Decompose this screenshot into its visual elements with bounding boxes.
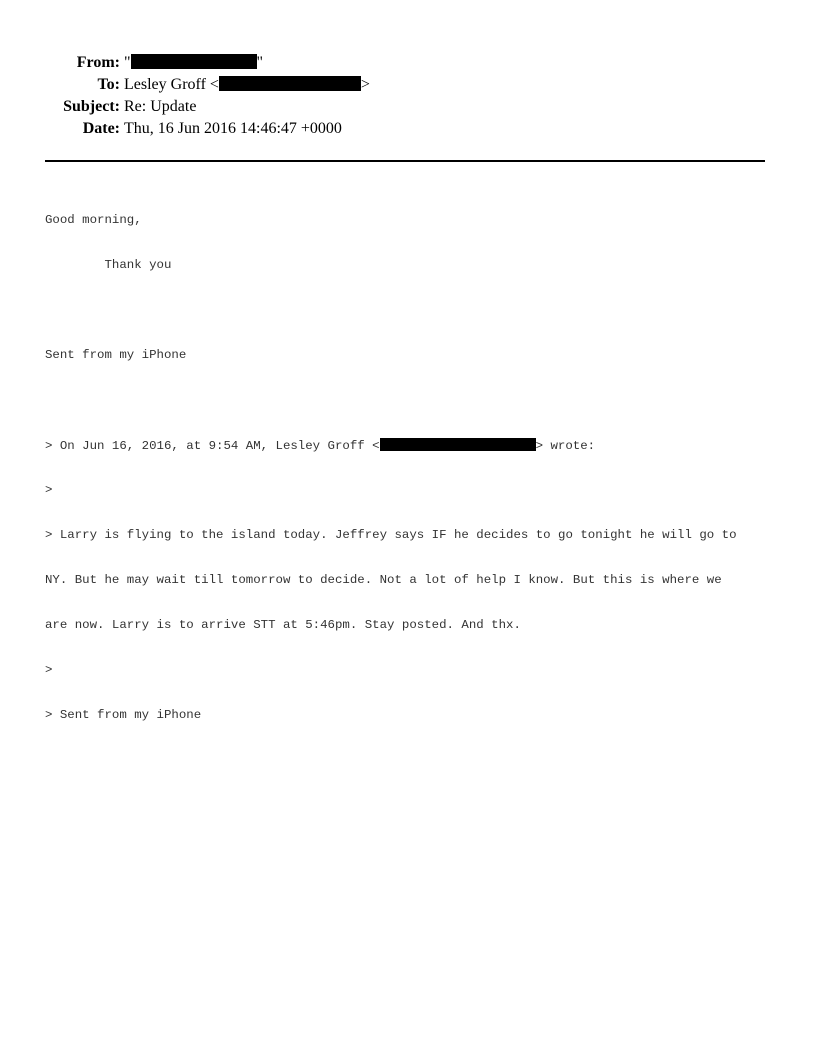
- quote-signature-line: > Sent from my iPhone: [45, 708, 202, 722]
- blank-line: [45, 393, 775, 408]
- blank-line: [45, 303, 775, 318]
- quote-text-line: > Larry is flying to the island today. Jeffrey says IF he decides to go tonight he will go to: [45, 528, 737, 542]
- from-close-quote: ": [256, 54, 264, 71]
- to-name: Lesley Groff <: [124, 76, 219, 93]
- header-divider: [45, 160, 765, 162]
- quote-blank-line: >: [45, 483, 53, 497]
- quote-intro-suffix: > wrote:: [535, 439, 596, 453]
- to-close-bracket: >: [360, 76, 370, 93]
- subject-label: Subject:: [63, 98, 120, 115]
- from-label: From:: [76, 54, 120, 71]
- greeting-line: Good morning,: [45, 213, 142, 227]
- thanks-line: Thank you: [45, 258, 172, 272]
- quote-text-line: are now. Larry is to arrive STT at 5:46pm. Stay posted. And thx.: [45, 618, 521, 632]
- redaction-box: [131, 54, 257, 69]
- date-row: [0, 118, 816, 140]
- email-header: [0, 52, 816, 140]
- quote-intro-prefix: > On Jun 16, 2016, at 9:54 AM, Lesley Groff <: [45, 439, 380, 453]
- to-label: To:: [97, 76, 120, 93]
- redaction-box: [219, 76, 361, 91]
- email-body: [45, 183, 775, 738]
- redaction-box: [380, 438, 536, 451]
- quote-blank-line: >: [45, 663, 53, 677]
- signature-line: Sent from my iPhone: [45, 348, 187, 362]
- quote-text-line: NY. But he may wait till tomorrow to decide. Not a lot of help I know. But this is where we: [45, 573, 722, 587]
- subject-row: [0, 96, 816, 118]
- from-value: [124, 52, 263, 74]
- subject-value: Re: Update: [124, 98, 197, 115]
- date-label: Date:: [82, 120, 120, 137]
- to-row: [0, 74, 816, 96]
- quote-intro-line: [45, 438, 775, 453]
- to-value: [124, 74, 370, 96]
- from-row: [0, 52, 816, 74]
- from-open-quote: ": [124, 54, 131, 71]
- date-value: Thu, 16 Jun 2016 14:46:47 +0000: [124, 120, 342, 137]
